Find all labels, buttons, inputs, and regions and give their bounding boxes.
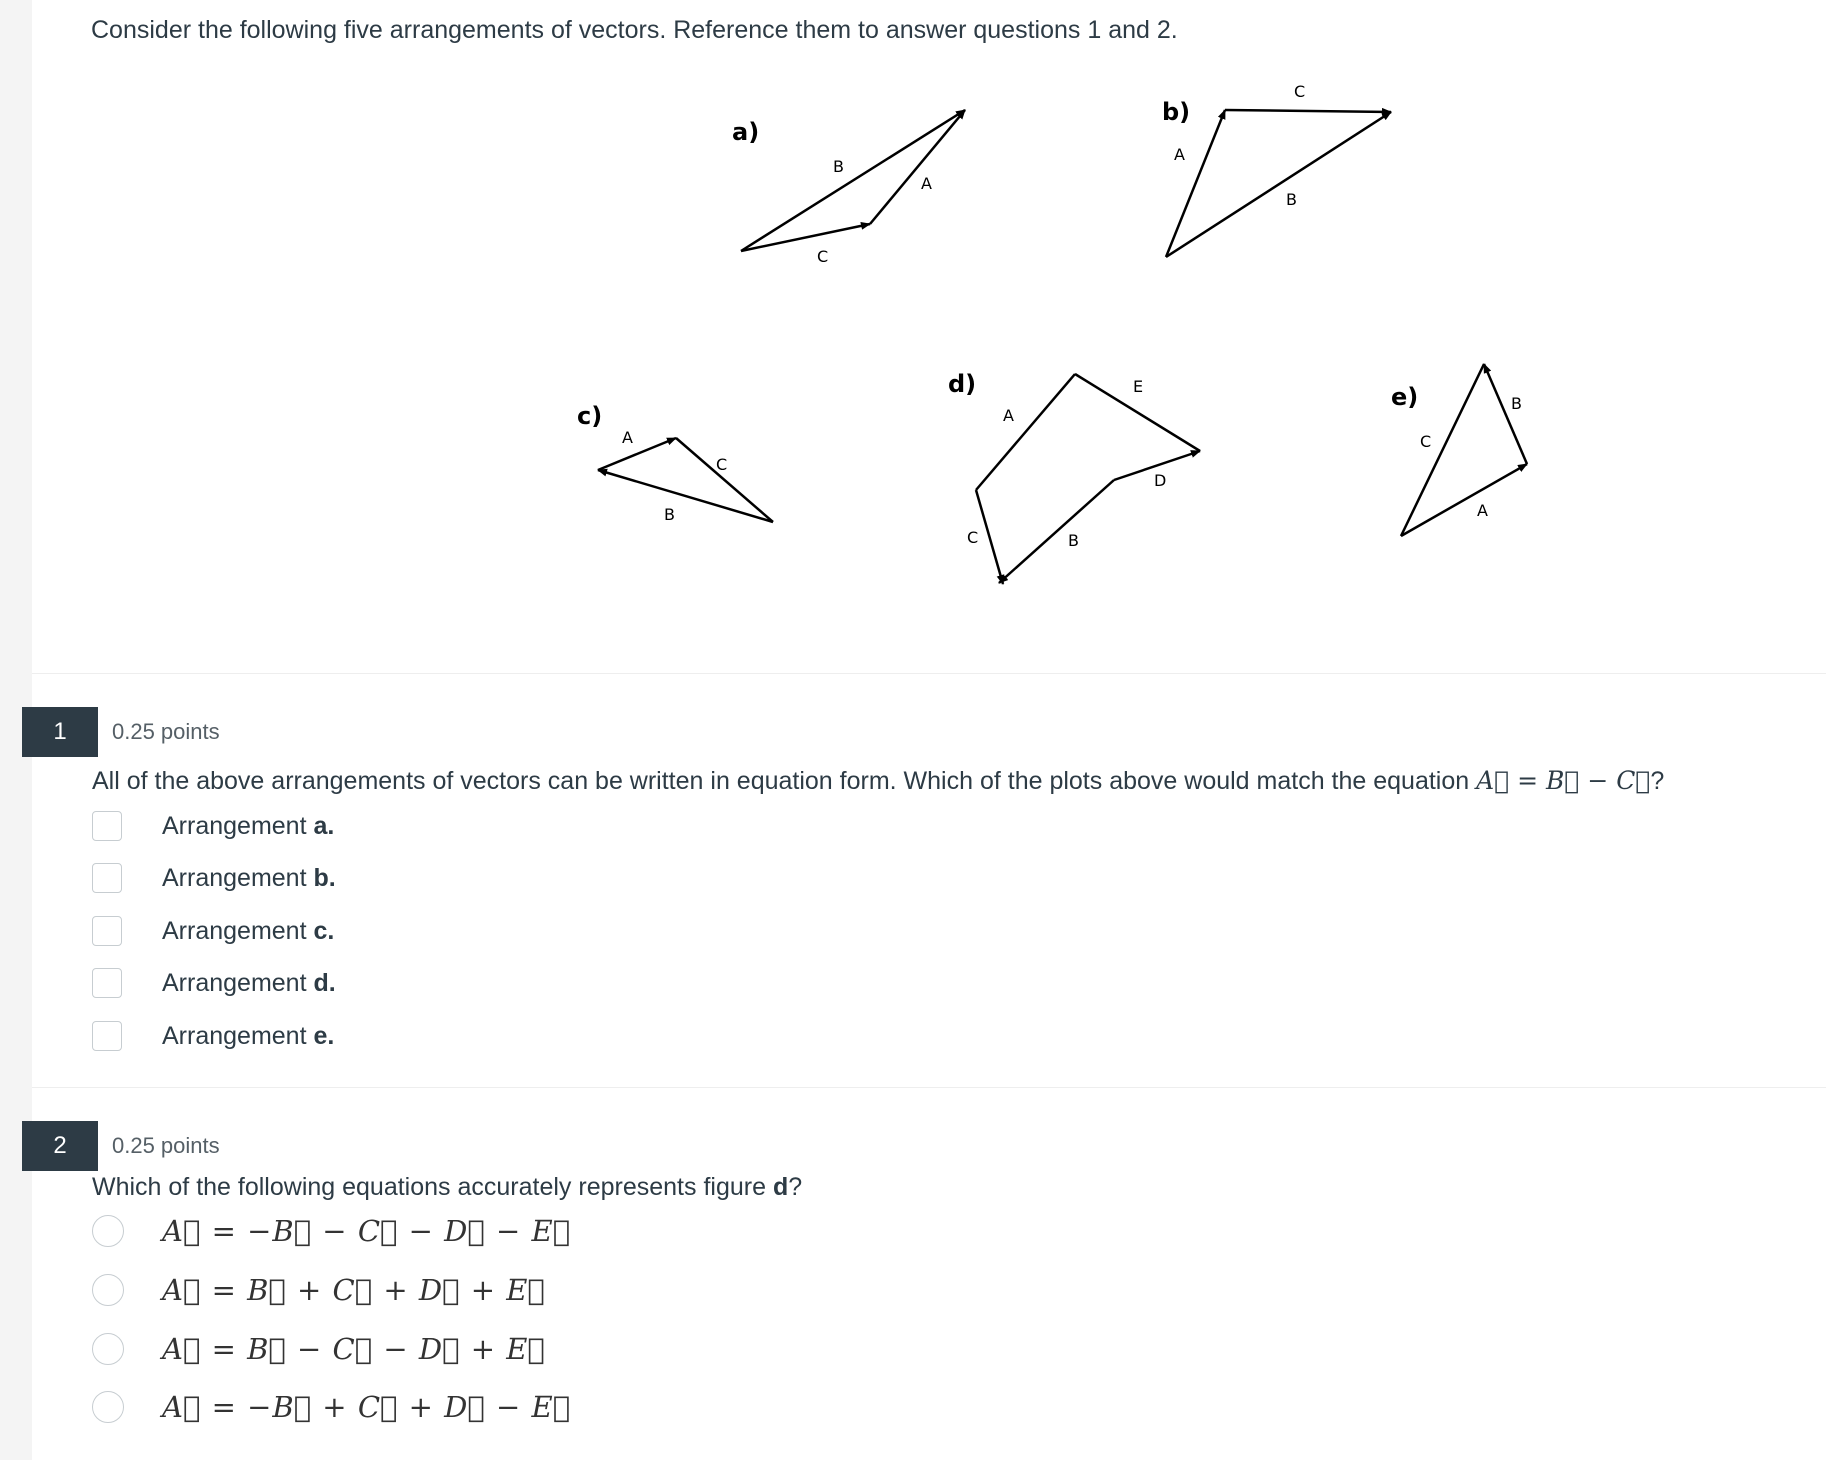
question-2-question-mark: ? — [788, 1173, 803, 1201]
vector-e-A — [1401, 464, 1527, 536]
q2-option-2-radio[interactable] — [92, 1274, 124, 1306]
divider — [32, 673, 1826, 674]
q1-option-e[interactable] — [92, 1016, 335, 1056]
q2-option-1-radio[interactable] — [92, 1215, 124, 1247]
arrangement-d — [948, 370, 1200, 584]
vector-c-C-label: C — [716, 455, 728, 474]
q2-option-1[interactable] — [92, 1211, 572, 1251]
vector-c-B — [598, 470, 773, 522]
question-1-points: 0.25 points — [112, 719, 220, 744]
question-1-number: 1 — [22, 707, 98, 757]
q1-option-b-letter: b. — [313, 863, 336, 892]
vector-e-A-label: A — [1477, 501, 1488, 520]
arrangement-b — [1162, 82, 1391, 257]
question-1-equation: A⃗ = B⃗ − C⃗ — [1476, 766, 1651, 795]
divider — [32, 1087, 1826, 1088]
vector-a-A — [870, 110, 965, 224]
arrangement-e-label: e) — [1391, 383, 1419, 411]
arrangement-d-label: d) — [948, 370, 977, 398]
q1-option-b-prefix: Arrangement — [162, 863, 307, 892]
q1-option-e-prefix: Arrangement — [162, 1021, 307, 1050]
question-2-text — [92, 1173, 802, 1202]
vector-c-C — [676, 438, 773, 522]
vector-b-B-label: B — [1286, 190, 1297, 209]
vector-d-A-label: A — [1003, 406, 1014, 425]
vector-c-A-label: A — [622, 428, 633, 447]
arrangement-b-label: b) — [1162, 98, 1191, 126]
question-1-question-mark: ? — [1650, 767, 1665, 795]
q2-option-2-equation: A⃗ = B⃗ + C⃗ + D⃗ + E⃗ — [162, 1273, 546, 1307]
arrangement-a-label: a) — [732, 118, 760, 146]
q2-option-4-radio[interactable] — [92, 1391, 124, 1423]
vector-b-A-label: A — [1174, 145, 1185, 164]
arrangement-e — [1391, 364, 1527, 536]
arrangement-c — [577, 402, 773, 524]
q1-option-b[interactable] — [92, 858, 336, 898]
arrangement-a — [732, 110, 965, 266]
q2-option-1-equation: A⃗ = −B⃗ − C⃗ − D⃗ − E⃗ — [162, 1214, 572, 1248]
question-1-prompt: All of the above arrangements of vectors can be written in equation form. Which of the plots above would match the equation — [92, 767, 1470, 795]
q1-option-a-checkbox[interactable] — [92, 811, 122, 841]
vector-a-B-label: B — [833, 157, 844, 176]
vector-arrangements-figure — [0, 0, 1826, 675]
vector-d-C-label: C — [967, 528, 979, 547]
vector-d-B — [999, 480, 1114, 583]
vector-b-C — [1225, 110, 1391, 112]
question-2-prompt: Which of the following equations accurately represents figure — [92, 1173, 766, 1201]
q1-option-d-letter: d. — [313, 968, 336, 997]
q1-option-e-letter: e. — [313, 1021, 335, 1050]
q1-option-c-checkbox[interactable] — [92, 916, 122, 946]
q1-option-c-letter: c. — [313, 916, 335, 945]
vector-d-D-label: D — [1154, 471, 1167, 490]
vector-a-A-label: A — [921, 174, 932, 193]
q1-option-a-letter: a. — [313, 811, 335, 840]
q2-option-3-equation: A⃗ = B⃗ − C⃗ − D⃗ + E⃗ — [162, 1332, 546, 1366]
vector-b-A — [1166, 110, 1225, 257]
q1-option-a[interactable] — [92, 806, 335, 846]
vector-c-B-label: B — [664, 505, 675, 524]
q1-option-b-checkbox[interactable] — [92, 863, 122, 893]
vector-e-B — [1484, 364, 1527, 464]
vector-b-B — [1166, 112, 1391, 257]
arrangement-c-label: c) — [577, 402, 603, 430]
question-2-number: 2 — [22, 1121, 98, 1171]
vector-e-C-label: C — [1420, 432, 1432, 451]
vector-b-C-label: C — [1294, 82, 1306, 101]
vector-d-E-label: E — [1133, 377, 1144, 396]
vector-a-C-label: C — [817, 247, 829, 266]
question-2-figure-ref: d — [772, 1173, 789, 1201]
q2-option-3[interactable] — [92, 1329, 546, 1369]
q1-option-d[interactable] — [92, 963, 336, 1003]
q1-option-c[interactable] — [92, 911, 335, 951]
vector-e-B-label: B — [1511, 394, 1522, 413]
question-2-points: 0.25 points — [112, 1133, 220, 1158]
q1-option-e-checkbox[interactable] — [92, 1021, 122, 1051]
q2-option-2[interactable] — [92, 1270, 546, 1310]
q1-option-d-checkbox[interactable] — [92, 968, 122, 998]
q1-option-c-prefix: Arrangement — [162, 916, 307, 945]
q2-option-3-radio[interactable] — [92, 1333, 124, 1365]
intro-text: Consider the following five arrangements of vectors. Reference them to answer questions 1 and 2. — [91, 16, 1178, 44]
vector-d-B-label: B — [1068, 531, 1079, 550]
q1-option-a-prefix: Arrangement — [162, 811, 307, 840]
vector-c-A — [598, 438, 676, 470]
q2-option-4-equation: A⃗ = −B⃗ + C⃗ + D⃗ − E⃗ — [162, 1390, 572, 1424]
q1-option-d-prefix: Arrangement — [162, 968, 307, 997]
question-1-text — [92, 766, 1664, 796]
q2-option-4[interactable] — [92, 1387, 572, 1427]
vector-d-C — [976, 490, 1003, 584]
vector-d-A — [976, 374, 1075, 490]
